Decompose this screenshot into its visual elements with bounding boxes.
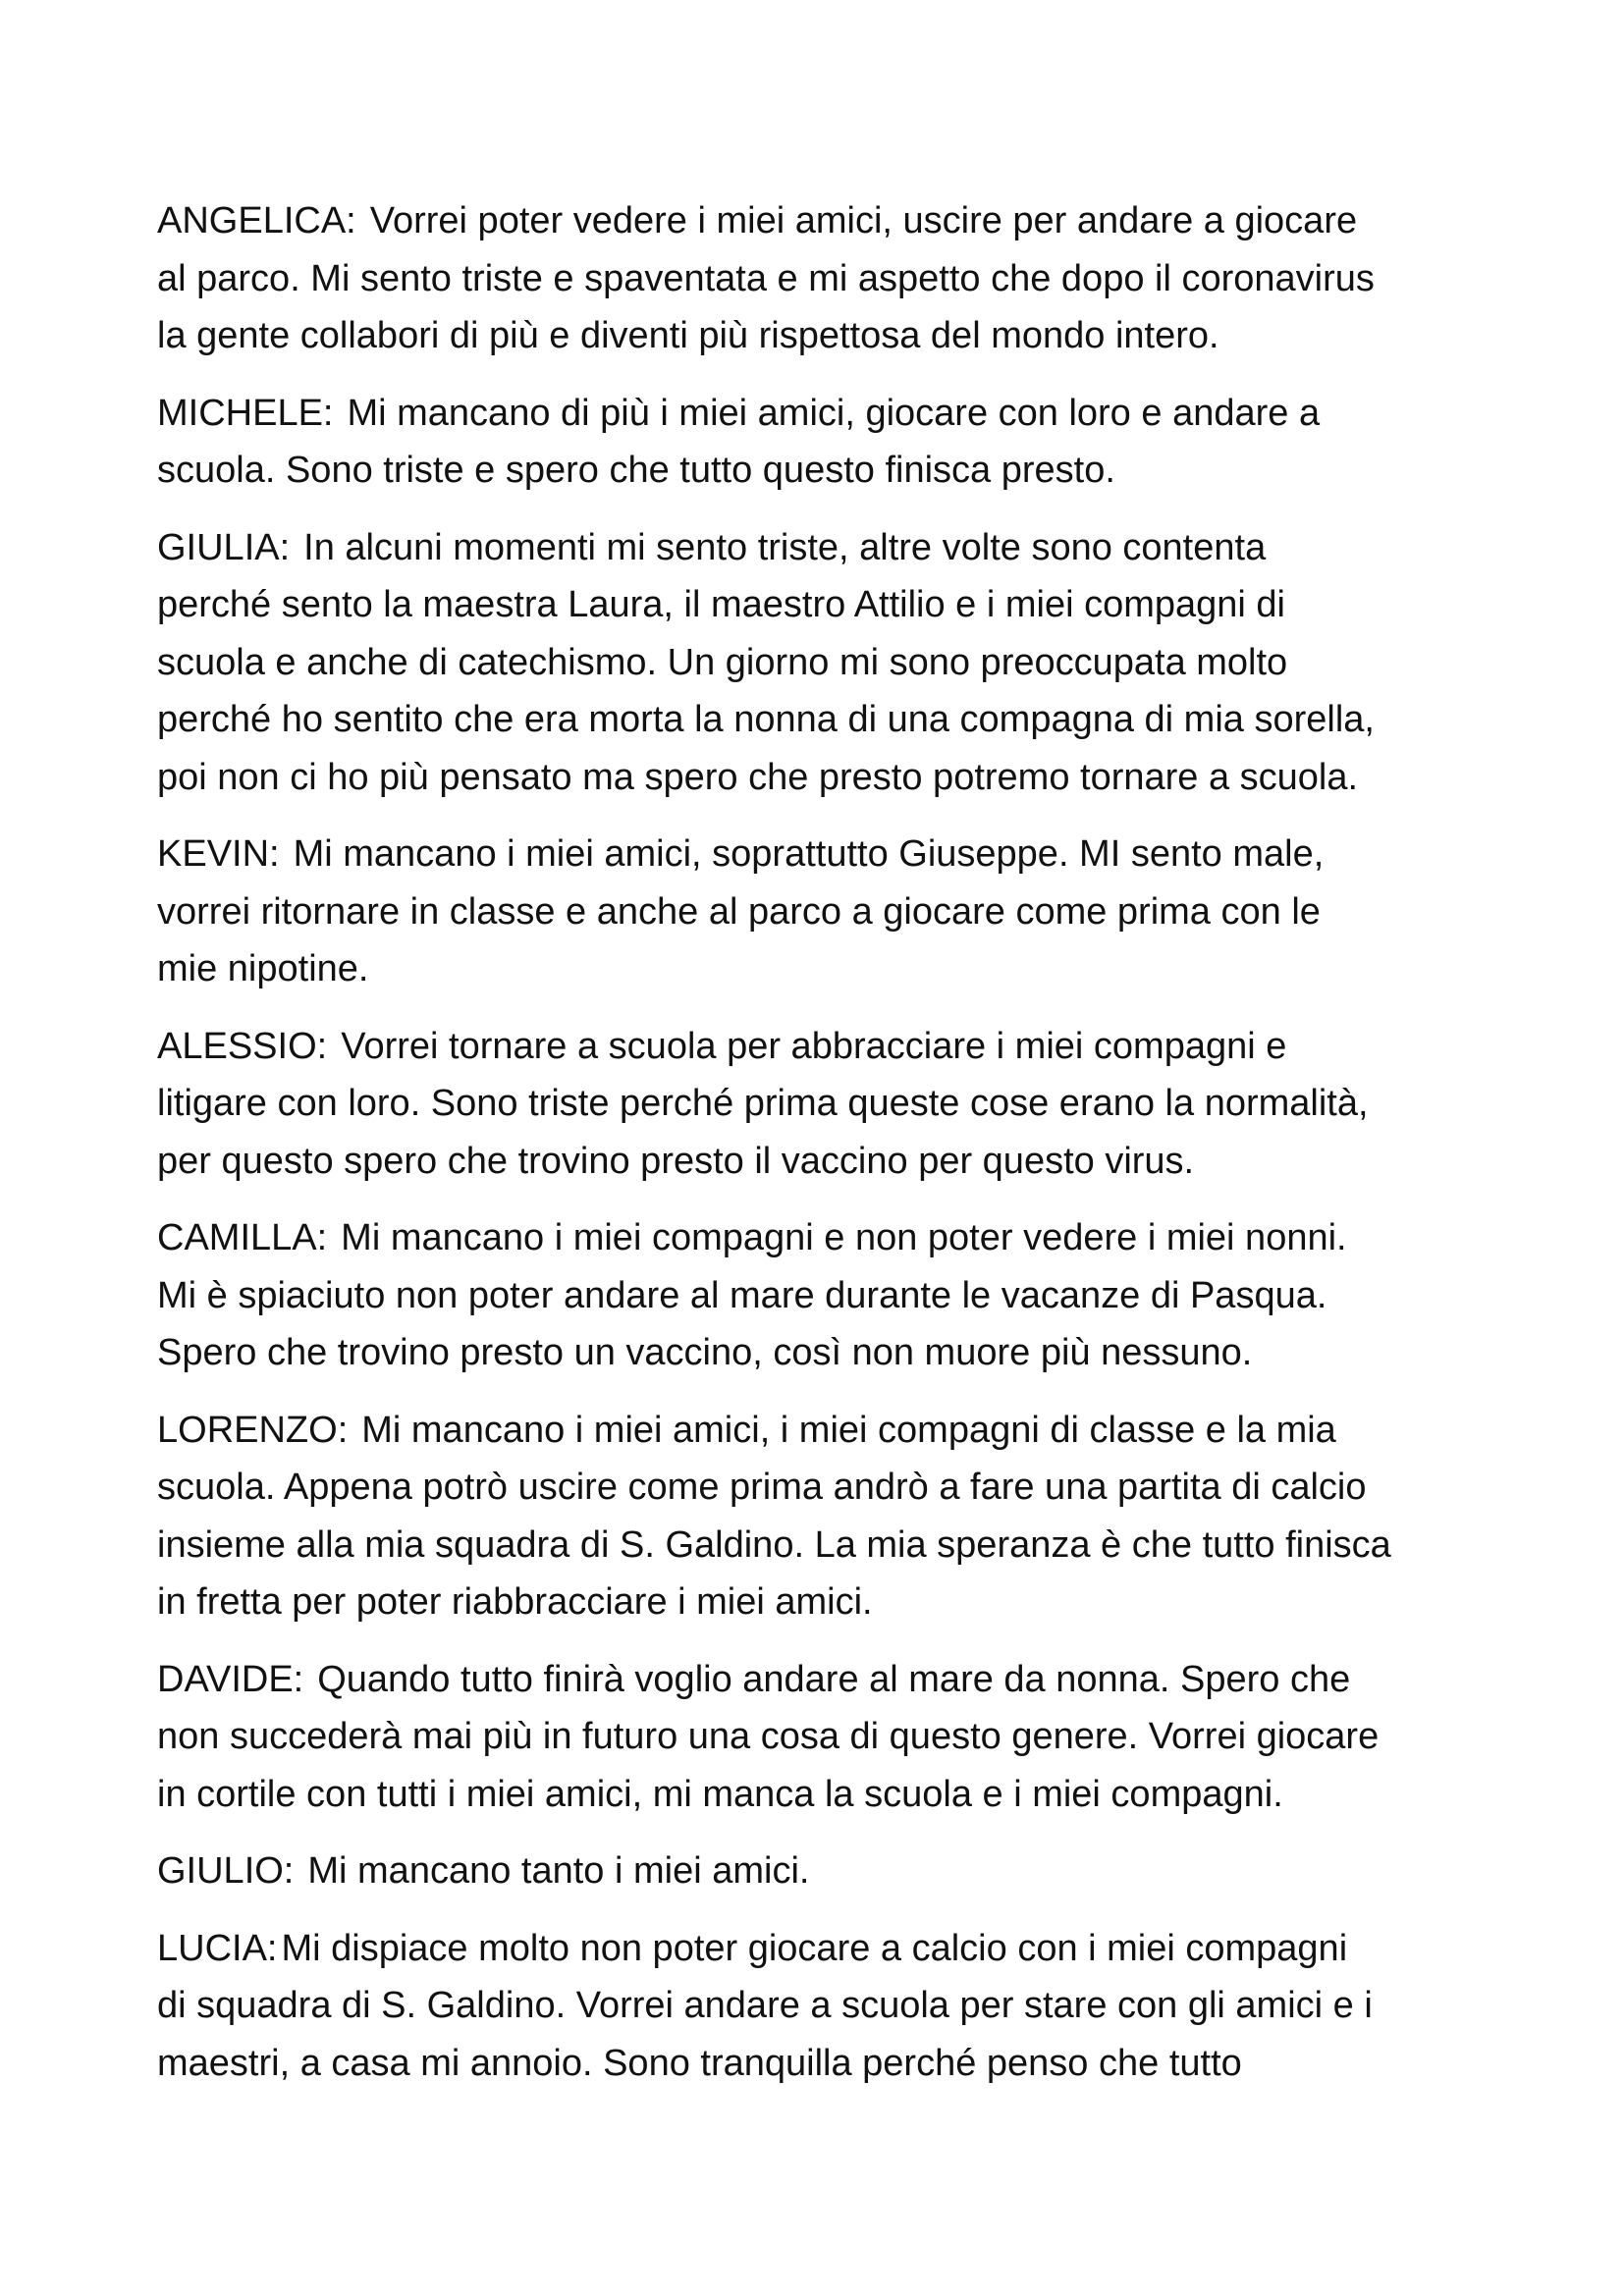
text-line xyxy=(157,1018,1512,1076)
line-text: la gente collabori di più e diventi più rispettosa del mondo intero. xyxy=(157,315,1219,356)
document-page xyxy=(157,192,1512,2111)
line-text: Vorrei poter vedere i miei amici, uscire per andare a giocare xyxy=(369,200,1358,241)
line-text: in cortile con tutti i miei amici, mi manca la scuola e i miei compagni. xyxy=(157,1773,1283,1815)
line-text: scuola. Appena potrò uscire come prima andrò a fare una partita di calcio xyxy=(157,1467,1367,1508)
line-text: di squadra di S. Galdino. Vorrei andare a scuola per stare con gli amici e i xyxy=(157,1985,1373,2026)
text-line xyxy=(157,940,1512,998)
line-text: insieme alla mia squadra di S. Galdino. La mia speranza è che tutto finisca xyxy=(157,1523,1391,1566)
line-text: perché ho sentito che era morta la nonna di una compagna di mia sorella, xyxy=(157,699,1375,740)
testimony-entry xyxy=(157,1651,1512,1824)
text-line xyxy=(157,442,1512,500)
text-line xyxy=(157,1842,1512,1900)
text-line xyxy=(157,1517,1512,1575)
line-text: mie nipotine. xyxy=(157,948,369,989)
text-line xyxy=(157,691,1512,749)
text-line xyxy=(157,1267,1512,1325)
line-text: non succederà mai più in futuro una cosa di questo genere. Vorrei giocare xyxy=(157,1716,1380,1757)
testimony-list xyxy=(157,192,1512,2092)
testimony-entry xyxy=(157,1842,1512,1900)
line-text: Mi dispiace molto non poter giocare a calcio con i miei compagni xyxy=(281,1927,1348,1969)
line-text: Spero che trovino presto un vaccino, così non muore più nessuno. xyxy=(157,1332,1253,1373)
text-line xyxy=(157,749,1512,807)
line-text: Mi mancano i miei amici, soprattutto Giuseppe. MI sento male, xyxy=(293,833,1325,875)
line-text: scuola e anche di catechismo. Un giorno mi sono preoccupata molto xyxy=(157,641,1288,683)
testimony-entry xyxy=(157,1402,1512,1631)
speaker-name: KEVIN: xyxy=(157,833,280,875)
line-text: litigare con loro. Sono triste perché prima queste cose erano la normalità, xyxy=(157,1083,1369,1124)
testimony-entry xyxy=(157,1920,1512,2093)
text-line xyxy=(157,519,1512,577)
line-text: al parco. Mi sento triste e spaventata e mi aspetto che dopo il coronavirus xyxy=(157,257,1375,299)
text-line xyxy=(157,883,1512,941)
text-line xyxy=(157,1324,1512,1382)
text-line xyxy=(157,1402,1512,1460)
speaker-name: GIULIA: xyxy=(157,526,291,568)
text-line xyxy=(157,1920,1512,1978)
speaker-name: CAMILLA: xyxy=(157,1217,328,1258)
line-text: Quando tutto finirà voglio andare al mare da nonna. Spero che xyxy=(317,1658,1351,1700)
line-text: Mi mancano tanto i miei amici. xyxy=(307,1850,810,1892)
text-line xyxy=(157,1133,1512,1191)
line-text: vorrei ritornare in classe e anche al parco a giocare come prima con le xyxy=(157,890,1321,933)
text-line xyxy=(157,1574,1512,1631)
text-line xyxy=(157,2035,1512,2093)
text-line xyxy=(157,634,1512,692)
line-text: Vorrei tornare a scuola per abbracciare i miei compagni e xyxy=(341,1025,1287,1067)
testimony-entry xyxy=(157,385,1512,500)
text-line xyxy=(157,1209,1512,1267)
testimony-entry xyxy=(157,1209,1512,1382)
testimony-entry xyxy=(157,519,1512,807)
line-text: per questo spero che trovino presto il vaccino per questo virus. xyxy=(157,1140,1195,1182)
line-text: poi non ci ho più pensato ma spero che presto potremo tornare a scuola. xyxy=(157,756,1359,798)
text-line xyxy=(157,307,1512,365)
line-text: maestri, a casa mi annoio. Sono tranquilla perché penso che tutto xyxy=(157,2042,1242,2084)
line-text: perché sento la maestra Laura, il maestro Attilio e i miei compagni di xyxy=(157,584,1285,625)
text-line xyxy=(157,1651,1512,1709)
testimony-entry xyxy=(157,192,1512,365)
testimony-entry xyxy=(157,1018,1512,1191)
text-line xyxy=(157,1459,1512,1517)
text-line xyxy=(157,1708,1512,1766)
line-text: In alcuni momenti mi sento triste, altre volte sono contenta xyxy=(303,526,1267,568)
text-line xyxy=(157,1977,1512,2035)
text-line xyxy=(157,576,1512,634)
speaker-name: DAVIDE: xyxy=(157,1658,304,1700)
testimony-entry xyxy=(157,826,1512,998)
speaker-name: LORENZO: xyxy=(157,1409,349,1451)
line-text: Mi mancano di più i miei amici, giocare con loro e andare a xyxy=(347,392,1321,434)
speaker-name: GIULIO: xyxy=(157,1850,295,1892)
speaker-name: LUCIA: xyxy=(157,1927,278,1969)
text-line xyxy=(157,192,1512,250)
line-text: Mi mancano i miei compagni e non poter vedere i miei nonni. xyxy=(341,1217,1347,1258)
speaker-name: MICHELE: xyxy=(157,392,334,434)
line-text: scuola. Sono triste e spero che tutto questo finisca presto. xyxy=(157,450,1115,491)
text-line xyxy=(157,826,1512,883)
speaker-name: ALESSIO: xyxy=(157,1025,328,1067)
text-line xyxy=(157,1075,1512,1133)
speaker-name: ANGELICA: xyxy=(157,200,356,241)
line-text: in fretta per poter riabbracciare i miei amici. xyxy=(157,1581,873,1623)
line-text: Mi è spiaciuto non poter andare al mare durante le vacanze di Pasqua. xyxy=(157,1274,1327,1316)
text-line xyxy=(157,1766,1512,1824)
line-text: Mi mancano i miei amici, i miei compagni di classe e la mia xyxy=(361,1409,1336,1451)
text-line xyxy=(157,385,1512,443)
text-line xyxy=(157,250,1512,308)
